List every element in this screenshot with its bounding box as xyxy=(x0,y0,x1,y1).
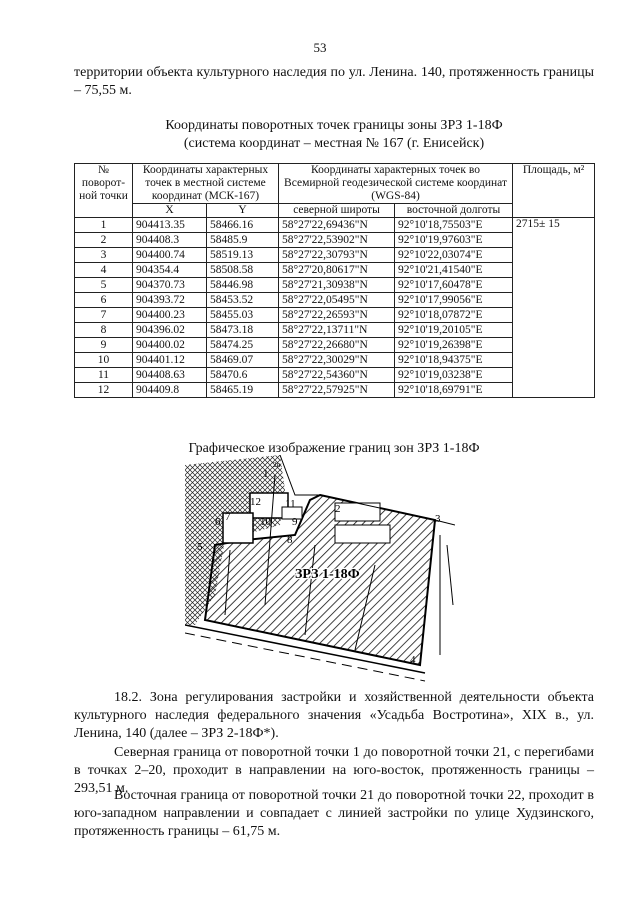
cell-latitude: 58°27'22,54360"N xyxy=(279,368,395,383)
cell-latitude: 58°27'21,30938"N xyxy=(279,278,395,293)
header-point-number: № поворот-ной точки xyxy=(75,164,133,218)
cell-y: 58485.9 xyxy=(207,233,279,248)
scheme-zone-label: ЗРЗ 1-18Ф xyxy=(295,567,360,582)
cell-x: 904354.4 xyxy=(133,263,207,278)
cell-longitude: 92°10'17,99056"E xyxy=(395,293,513,308)
cell-latitude: 58°27'22,69436"N xyxy=(279,218,395,233)
cell-longitude: 92°10'19,03238"E xyxy=(395,368,513,383)
page-number: 53 xyxy=(313,40,327,55)
cell-x: 904400.23 xyxy=(133,308,207,323)
cell-x: 904393.72 xyxy=(133,293,207,308)
scheme-point-12: 12 xyxy=(250,496,261,508)
east-border-paragraph: Восточная граница от поворотной точки 21 до поворотной точки 22, проходит в юго-западном направлении и совпадает с линией застройки по улице Худзинского, протяженность границы – 61,75 м. xyxy=(74,788,594,839)
cell-longitude: 92°10'17,60478"E xyxy=(395,278,513,293)
cell-x: 904400.02 xyxy=(133,338,207,353)
header-wgs-coords: Координаты характерных точек во Всемирной геодезической системе координат (WGS-84) xyxy=(279,164,513,204)
cell-y: 58465.19 xyxy=(207,383,279,398)
cell-point-number: 7 xyxy=(75,308,133,323)
cell-y: 58453.52 xyxy=(207,293,279,308)
cell-longitude: 92°10'19,20105"E xyxy=(395,323,513,338)
scheme-top-label: 2н xyxy=(273,461,281,469)
cell-x: 904413.35 xyxy=(133,218,207,233)
cell-point-number: 10 xyxy=(75,353,133,368)
cell-x: 904396.02 xyxy=(133,323,207,338)
cell-x: 904370.73 xyxy=(133,278,207,293)
cell-longitude: 92°10'19,97603"E xyxy=(395,233,513,248)
cell-point-number: 12 xyxy=(75,383,133,398)
scheme-point-2: 2 xyxy=(335,503,341,515)
cell-latitude: 58°27'22,57925"N xyxy=(279,383,395,398)
header-lat: северной широты xyxy=(279,204,395,218)
coordinates-table xyxy=(74,163,595,398)
cell-latitude: 58°27'20,80617"N xyxy=(279,263,395,278)
scheme-point-9: 9 xyxy=(292,516,298,528)
cell-longitude: 92°10'18,07872"E xyxy=(395,308,513,323)
cell-longitude: 92°10'19,26398"E xyxy=(395,338,513,353)
cell-longitude: 92°10'18,75503"E xyxy=(395,218,513,233)
north-border-paragraph: Северная граница от поворотной точки 1 до поворотной точки 21, с перегибами в точках 2–20, проходит в направлении на юго-восток, протяженность границы – 293,51 м. xyxy=(74,745,594,796)
cell-y: 58519.13 xyxy=(207,248,279,263)
scheme-point-8: 8 xyxy=(287,534,293,546)
cell-point-number: 3 xyxy=(75,248,133,263)
cell-longitude: 92°10'18,69791"E xyxy=(395,383,513,398)
zone-scheme-drawing xyxy=(185,455,455,685)
intro-paragraph: территории объекта культурного наследия по ул. Ленина. 140, протяженность границы – 75,55 м. xyxy=(74,65,594,98)
scheme-point-6: 6 xyxy=(215,516,221,528)
cell-latitude: 58°27'22,05495"N xyxy=(279,293,395,308)
table-caption-line1: Координаты поворотных точек границы зоны ЗРЗ 1-18Ф xyxy=(165,118,503,133)
cell-y: 58473.18 xyxy=(207,323,279,338)
cell-latitude: 58°27'22,13711"N xyxy=(279,323,395,338)
cell-y: 58470.6 xyxy=(207,368,279,383)
cell-point-number: 11 xyxy=(75,368,133,383)
scheme-title: Графическое изображение границ зон ЗРЗ 1-18Ф xyxy=(188,441,480,456)
cell-point-number: 9 xyxy=(75,338,133,353)
cell-point-number: 1 xyxy=(75,218,133,233)
header-lon: восточной долготы xyxy=(395,204,513,218)
cell-point-number: 5 xyxy=(75,278,133,293)
cell-longitude: 92°10'18,94375"E xyxy=(395,353,513,368)
header-local-coords: Координаты характерных точек в местной системе координат (МСК-167) xyxy=(133,164,279,204)
cell-point-number: 4 xyxy=(75,263,133,278)
cell-latitude: 58°27'22,26680"N xyxy=(279,338,395,353)
cell-longitude: 92°10'22,03074"E xyxy=(395,248,513,263)
scheme-point-4: 4 xyxy=(410,654,416,666)
cell-latitude: 58°27'22,30029"N xyxy=(279,353,395,368)
scheme-point-11: 11 xyxy=(285,498,296,510)
cell-y: 58455.03 xyxy=(207,308,279,323)
table-row xyxy=(75,218,595,233)
table-caption-line2: (система координат – местная № 167 (г. Енисейск) xyxy=(183,136,485,151)
cell-x: 904408.63 xyxy=(133,368,207,383)
cell-latitude: 58°27'22,30793"N xyxy=(279,248,395,263)
header-area: Площадь, м² xyxy=(513,164,595,218)
section-paragraph: 18.2. Зона регулирования застройки и хозяйственной деятельности объекта культурного наследия федерального значения «Усадьба Востротина», XIX в., ул. Ленина, 140 (далее – ЗРЗ 2-18Ф*). xyxy=(74,690,594,741)
scheme-point-10: 10 xyxy=(260,516,271,528)
cell-latitude: 58°27'22,53902"N xyxy=(279,233,395,248)
cell-x: 904400.74 xyxy=(133,248,207,263)
scheme-point-1: 1 xyxy=(263,468,269,480)
scheme-point-7: 7 xyxy=(225,511,231,523)
cell-x: 904409.8 xyxy=(133,383,207,398)
cell-area: 2715± 15 xyxy=(513,218,595,398)
cell-point-number: 2 xyxy=(75,233,133,248)
cell-y: 58474.25 xyxy=(207,338,279,353)
cell-latitude: 58°27'22,26593"N xyxy=(279,308,395,323)
scheme-point-5: 5 xyxy=(197,541,203,553)
header-x: X xyxy=(133,204,207,218)
cell-point-number: 6 xyxy=(75,293,133,308)
cell-y: 58466.16 xyxy=(207,218,279,233)
header-y: Y xyxy=(207,204,279,218)
cell-y: 58446.98 xyxy=(207,278,279,293)
cell-x: 904401.12 xyxy=(133,353,207,368)
cell-longitude: 92°10'21,41540"E xyxy=(395,263,513,278)
cell-y: 58469.07 xyxy=(207,353,279,368)
table-caption xyxy=(74,117,594,153)
scheme-point-3: 3 xyxy=(435,513,441,525)
table-body xyxy=(75,218,595,398)
cell-y: 58508.58 xyxy=(207,263,279,278)
cell-point-number: 8 xyxy=(75,323,133,338)
cell-x: 904408.3 xyxy=(133,233,207,248)
